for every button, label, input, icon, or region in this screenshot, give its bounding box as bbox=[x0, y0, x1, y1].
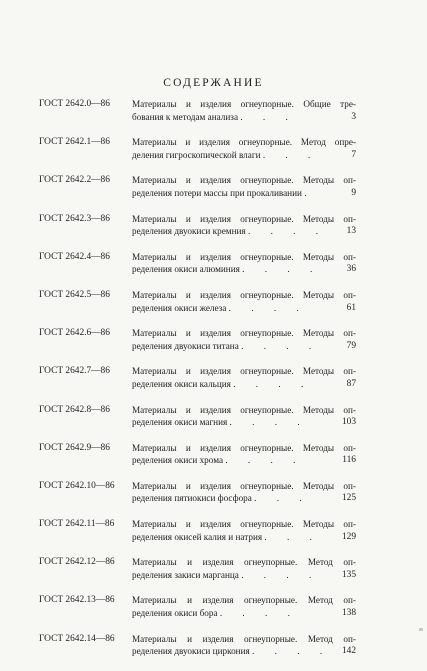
toc-entry bbox=[0, 289, 427, 327]
entry-title-text: ределения потери массы при прокаливании bbox=[132, 187, 302, 198]
toc-entry bbox=[0, 213, 427, 251]
toc-entry bbox=[0, 633, 427, 671]
entry-title-text: ределения окиси кальция bbox=[132, 378, 231, 389]
entry-title-text: ределения окиси железа bbox=[132, 302, 227, 313]
scan-artifact bbox=[419, 628, 423, 631]
entry-title-text: ределения окиси алюминия bbox=[132, 264, 240, 275]
entry-title-line-2 bbox=[132, 263, 356, 275]
dot-leader: . . . . bbox=[225, 455, 305, 466]
entry-title-line-1: Материалы и изделия огнеупорные. Методы оп- bbox=[132, 289, 356, 300]
page-number: 116 bbox=[342, 455, 356, 466]
standard-code: ГОСТ 2642.1—86 bbox=[39, 137, 110, 148]
dot-leader: . . . . bbox=[229, 417, 309, 428]
page-number: 87 bbox=[346, 378, 356, 389]
dot-leader: . . . . bbox=[252, 646, 332, 657]
entry-title-text: ределения окисей калия и натрия bbox=[132, 531, 263, 542]
entry-title-line-1: Материалы и изделия огнеупорные. Методы оп- bbox=[132, 251, 356, 262]
standard-code: ГОСТ 2642.9—86 bbox=[39, 442, 110, 453]
toc-entry bbox=[0, 594, 427, 632]
entry-title-text: ределения окиси хрома bbox=[132, 455, 224, 466]
entry-title-text: ределения пятиокиси фосфора bbox=[132, 493, 252, 504]
page-number: 7 bbox=[351, 149, 356, 160]
dot-leader: . . . . bbox=[233, 378, 313, 389]
standard-code: ГОСТ 2642.3—86 bbox=[39, 213, 110, 224]
standard-code: ГОСТ 2642.10—86 bbox=[39, 480, 115, 491]
page-number: 3 bbox=[351, 111, 356, 122]
entry-title-line-1: Материалы и изделия огнеупорные. Методы оп- bbox=[132, 366, 356, 377]
entry-title-line-2 bbox=[132, 302, 356, 314]
toc-entry bbox=[0, 174, 427, 212]
toc-entry bbox=[0, 556, 427, 594]
entry-title-line-2 bbox=[132, 225, 356, 237]
entry-title-line-1: Материалы и изделия огнеупорные. Метод оп- bbox=[132, 595, 356, 606]
dot-leader: . . . bbox=[262, 149, 320, 160]
entry-title-line-2 bbox=[132, 187, 356, 199]
toc-entry bbox=[0, 98, 427, 136]
page-number: 9 bbox=[351, 187, 356, 198]
page-number: 13 bbox=[346, 226, 356, 237]
entry-title-line-2 bbox=[132, 645, 356, 657]
entry-title-line-2 bbox=[132, 569, 356, 581]
entry-title-line-1: Материалы и изделия огнеупорные. Методы оп- bbox=[132, 442, 356, 453]
page-number: 36 bbox=[346, 264, 356, 275]
page-title: СОДЕРЖАНИЕ bbox=[163, 77, 264, 89]
toc-entry bbox=[0, 327, 427, 365]
entry-title-line-1: Материалы и изделия огнеупорные. Методы оп- bbox=[132, 213, 356, 224]
dot-leader: . bbox=[304, 187, 316, 198]
entry-title-text: ределения окиси магния bbox=[132, 417, 228, 428]
table-of-contents bbox=[0, 98, 427, 671]
entry-title-line-2 bbox=[132, 111, 356, 123]
entry-title-line-2 bbox=[132, 378, 356, 390]
entry-title-line-1: Материалы и изделия огнеупорные. Метод оп- bbox=[132, 557, 356, 568]
page-number: 61 bbox=[346, 302, 356, 313]
page-number: 142 bbox=[341, 646, 356, 657]
standard-code: ГОСТ 2642.4—86 bbox=[39, 251, 110, 262]
entry-title-line-2 bbox=[132, 416, 356, 428]
entry-title-line-1: Материалы и изделия огнеупорные. Методы оп- bbox=[132, 328, 356, 339]
entry-title-line-2 bbox=[132, 492, 356, 504]
entry-title-text: ределения двуокиси кремния bbox=[132, 226, 246, 237]
dot-leader: . . . . bbox=[219, 608, 299, 619]
dot-leader: . . . . bbox=[241, 340, 321, 351]
entry-title-text: бования к методам анализа bbox=[132, 111, 239, 122]
entry-title-text: ределения двуокиси титана bbox=[132, 340, 239, 351]
entry-title-line-1: Материалы и изделия огнеупорные. Метод оп- bbox=[132, 633, 356, 644]
standard-code: ГОСТ 2642.2—86 bbox=[39, 175, 110, 186]
entry-title-line-1: Материалы и изделия огнеупорные. Методы оп- bbox=[132, 480, 356, 491]
entry-title-line-2 bbox=[132, 149, 356, 161]
toc-entry bbox=[0, 442, 427, 480]
standard-code: ГОСТ 2642.12—86 bbox=[39, 557, 115, 568]
entry-title-line-1: Материалы и изделия огнеупорные. Метод опре- bbox=[132, 137, 356, 148]
dot-leader: . . . bbox=[264, 531, 321, 542]
page-number: 79 bbox=[346, 340, 356, 351]
page-number: 125 bbox=[341, 493, 356, 504]
standard-code: ГОСТ 2642.8—86 bbox=[39, 404, 110, 415]
standard-code: ГОСТ 2642.6—86 bbox=[39, 328, 110, 339]
dot-leader: . . . . bbox=[241, 569, 321, 580]
standard-code: ГОСТ 2642.0—86 bbox=[39, 99, 110, 109]
page-number: 103 bbox=[341, 417, 356, 428]
page-number: 135 bbox=[341, 569, 356, 580]
entry-title-line-2 bbox=[132, 454, 356, 466]
entry-title-text: деления гигроскопической влаги bbox=[132, 149, 261, 160]
dot-leader: . . . . bbox=[228, 302, 308, 313]
entry-title-line-2 bbox=[132, 607, 356, 619]
toc-entry bbox=[0, 404, 427, 442]
entry-title-line-2 bbox=[132, 340, 356, 352]
standard-code: ГОСТ 2642.14—86 bbox=[39, 633, 115, 644]
standard-code: ГОСТ 2642.7—86 bbox=[39, 366, 110, 377]
toc-entry bbox=[0, 480, 427, 518]
dot-leader: . . . bbox=[240, 111, 297, 122]
toc-entry bbox=[0, 251, 427, 289]
entry-title-text: ределения двуокиси циркония bbox=[132, 646, 250, 657]
standard-code: ГОСТ 2642.13—86 bbox=[39, 595, 115, 606]
toc-entry bbox=[0, 365, 427, 403]
entry-title-line-1: Материалы и изделия огнеупорные. Методы оп- bbox=[132, 404, 356, 415]
dot-leader: . . . bbox=[254, 493, 311, 504]
entry-title-text: ределения закиси марганца bbox=[132, 569, 239, 580]
standard-code: ГОСТ 2642.5—86 bbox=[39, 289, 110, 300]
entry-title-line-1: Материалы и изделия огнеупорные. Методы оп- bbox=[132, 519, 356, 530]
entry-title-line-2 bbox=[132, 531, 356, 543]
page-number: 138 bbox=[341, 608, 356, 619]
dot-leader: . . . . bbox=[242, 264, 322, 275]
page-number: 129 bbox=[341, 531, 356, 542]
entry-title-text: ределения окиси бора bbox=[132, 608, 218, 619]
toc-entry bbox=[0, 136, 427, 174]
entry-title-line-1: Материалы и изделия огнеупорные. Общие тре- bbox=[132, 99, 356, 109]
entry-title-line-1: Материалы и изделия огнеупорные. Методы оп- bbox=[132, 175, 356, 186]
standard-code: ГОСТ 2642.11—86 bbox=[39, 519, 115, 530]
dot-leader: . . . . bbox=[247, 226, 328, 237]
toc-entry bbox=[0, 518, 427, 556]
